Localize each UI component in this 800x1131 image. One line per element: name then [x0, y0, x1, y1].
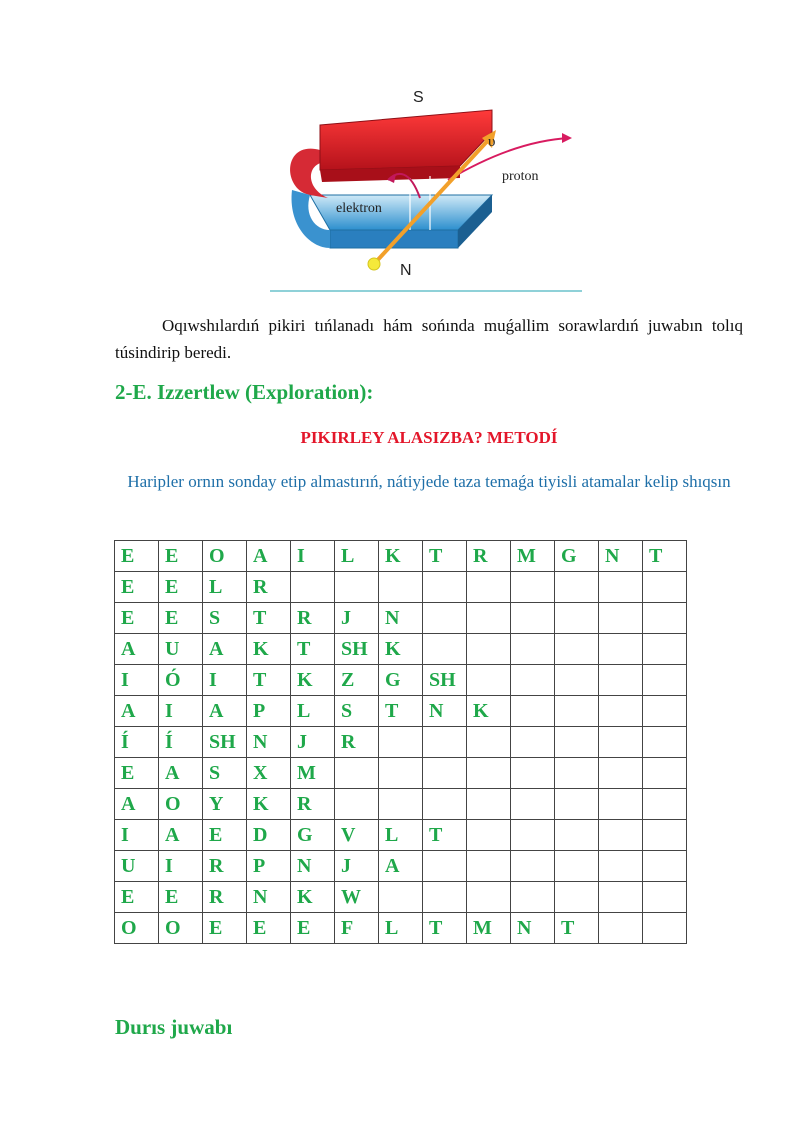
grid-cell — [467, 634, 511, 665]
grid-row — [115, 758, 687, 789]
grid-cell: J — [335, 851, 379, 882]
grid-row — [115, 820, 687, 851]
grid-cell: G — [555, 541, 599, 572]
grid-cell: S — [203, 603, 247, 634]
grid-cell: I — [159, 851, 203, 882]
grid-cell — [379, 758, 423, 789]
grid-cell: L — [291, 696, 335, 727]
grid-cell: R — [291, 789, 335, 820]
grid-cell — [467, 758, 511, 789]
grid-cell — [555, 727, 599, 758]
grid-cell — [599, 913, 643, 944]
grid-cell: G — [291, 820, 335, 851]
grid-cell: T — [379, 696, 423, 727]
answer-heading: Durıs juwabı — [115, 1015, 233, 1039]
grid-cell — [599, 851, 643, 882]
grid-cell: N — [379, 603, 423, 634]
grid-cell — [379, 882, 423, 913]
section-heading: 2-E. Izzertlew (Exploration): — [115, 380, 374, 404]
label-s: S — [413, 89, 424, 106]
grid-cell: Y — [203, 789, 247, 820]
grid-cell — [643, 665, 687, 696]
grid-cell — [643, 851, 687, 882]
grid-cell: T — [423, 541, 467, 572]
grid-cell: K — [379, 634, 423, 665]
grid-cell: I — [203, 665, 247, 696]
grid-cell: O — [159, 913, 203, 944]
grid-row — [115, 882, 687, 913]
grid-cell: O — [203, 541, 247, 572]
grid-cell: Í — [159, 727, 203, 758]
grid-cell — [423, 882, 467, 913]
grid-cell — [555, 820, 599, 851]
grid-cell — [423, 603, 467, 634]
grid-cell — [555, 634, 599, 665]
grid-cell — [599, 634, 643, 665]
grid-cell: S — [203, 758, 247, 789]
grid-cell: K — [291, 665, 335, 696]
grid-cell — [467, 789, 511, 820]
grid-cell: Í — [115, 727, 159, 758]
grid-row — [115, 913, 687, 944]
grid-cell: P — [247, 851, 291, 882]
label-electron: elektron — [336, 201, 382, 216]
grid-cell: R — [203, 882, 247, 913]
grid-cell — [599, 696, 643, 727]
grid-row — [115, 634, 687, 665]
grid-cell: T — [247, 665, 291, 696]
label-proton: proton — [502, 169, 539, 184]
grid-cell — [511, 727, 555, 758]
grid-cell — [335, 789, 379, 820]
grid-cell: E — [159, 882, 203, 913]
grid-cell — [511, 603, 555, 634]
grid-row — [115, 603, 687, 634]
grid-cell: X — [247, 758, 291, 789]
grid-cell — [423, 572, 467, 603]
grid-cell — [511, 696, 555, 727]
grid-cell: I — [115, 665, 159, 696]
grid-cell: A — [247, 541, 291, 572]
grid-cell — [467, 820, 511, 851]
grid-cell: R — [203, 851, 247, 882]
grid-cell: A — [159, 758, 203, 789]
grid-cell: K — [379, 541, 423, 572]
grid-cell — [511, 665, 555, 696]
grid-cell — [599, 665, 643, 696]
grid-cell — [599, 572, 643, 603]
grid-cell: O — [159, 789, 203, 820]
grid-cell: U — [159, 634, 203, 665]
grid-cell — [335, 572, 379, 603]
grid-cell: R — [247, 572, 291, 603]
grid-cell — [511, 789, 555, 820]
grid-cell — [555, 851, 599, 882]
grid-cell — [599, 789, 643, 820]
grid-cell — [555, 572, 599, 603]
grid-row — [115, 727, 687, 758]
grid-cell: W — [335, 882, 379, 913]
grid-cell: K — [291, 882, 335, 913]
grid-cell: N — [247, 882, 291, 913]
grid-cell: J — [335, 603, 379, 634]
magnet-diagram — [270, 70, 590, 295]
grid-cell — [423, 727, 467, 758]
grid-cell: I — [115, 820, 159, 851]
grid-cell — [511, 572, 555, 603]
grid-row — [115, 572, 687, 603]
grid-cell: N — [423, 696, 467, 727]
grid-cell: K — [467, 696, 511, 727]
grid-cell: A — [115, 634, 159, 665]
grid-cell: E — [291, 913, 335, 944]
grid-row — [115, 665, 687, 696]
grid-cell — [291, 572, 335, 603]
grid-cell — [555, 789, 599, 820]
instruction-text: Haripler ornın sonday etip almastırıń, nátiyjede taza temaǵa tiyisli atamalar kelip shıqsın — [127, 472, 731, 491]
grid-cell: F — [335, 913, 379, 944]
grid-cell: Ó — [159, 665, 203, 696]
grid-cell: A — [159, 820, 203, 851]
grid-cell — [643, 913, 687, 944]
grid-cell: A — [203, 696, 247, 727]
grid-cell — [467, 727, 511, 758]
grid-row — [115, 851, 687, 882]
grid-cell: U — [115, 851, 159, 882]
grid-cell: E — [203, 820, 247, 851]
grid-cell — [643, 789, 687, 820]
grid-cell: V — [335, 820, 379, 851]
grid-cell — [643, 758, 687, 789]
grid-cell — [555, 882, 599, 913]
grid-cell: I — [291, 541, 335, 572]
method-title: PIKIRLEY ALASIZBA? METODÍ — [300, 428, 558, 447]
grid-cell: Z — [335, 665, 379, 696]
grid-cell — [511, 882, 555, 913]
north-pole-edge — [330, 230, 458, 248]
grid-cell — [467, 851, 511, 882]
paragraph-text: Oqıwshılardıń pikiri tıńlanadı hám sońında muǵallim sorawlardıń juwabın tolıq túsindirip beredi. — [115, 316, 743, 362]
grid-cell — [643, 634, 687, 665]
grid-cell — [379, 572, 423, 603]
grid-cell: L — [379, 820, 423, 851]
grid-cell: K — [247, 634, 291, 665]
grid-cell — [643, 603, 687, 634]
grid-cell — [599, 820, 643, 851]
grid-cell: T — [247, 603, 291, 634]
grid-cell: E — [247, 913, 291, 944]
grid-cell — [335, 758, 379, 789]
grid-cell: N — [599, 541, 643, 572]
label-velocity: υ — [488, 134, 496, 150]
grid-cell: E — [159, 603, 203, 634]
grid-cell: D — [247, 820, 291, 851]
grid-cell — [555, 696, 599, 727]
grid-cell: T — [423, 820, 467, 851]
grid-cell — [599, 882, 643, 913]
grid-cell: N — [511, 913, 555, 944]
grid-cell: T — [555, 913, 599, 944]
label-n: N — [400, 262, 412, 279]
grid-cell: SH — [203, 727, 247, 758]
grid-cell — [643, 882, 687, 913]
grid-cell: L — [203, 572, 247, 603]
grid-cell — [599, 758, 643, 789]
grid-cell: O — [115, 913, 159, 944]
grid-cell — [599, 603, 643, 634]
grid-cell — [511, 634, 555, 665]
grid-cell: L — [335, 541, 379, 572]
grid-cell — [467, 572, 511, 603]
grid-cell — [423, 851, 467, 882]
grid-cell — [511, 820, 555, 851]
grid-cell: M — [467, 913, 511, 944]
grid-cell — [643, 696, 687, 727]
grid-cell: K — [247, 789, 291, 820]
paragraph — [115, 312, 743, 366]
grid-cell — [511, 851, 555, 882]
grid-cell: A — [379, 851, 423, 882]
grid-cell: E — [115, 758, 159, 789]
magnet-figure — [270, 70, 590, 295]
grid-cell — [467, 603, 511, 634]
grid-row — [115, 541, 687, 572]
grid-cell — [555, 603, 599, 634]
grid-cell: E — [203, 913, 247, 944]
grid-cell: M — [291, 758, 335, 789]
grid-cell — [423, 758, 467, 789]
particle-dot — [368, 258, 380, 270]
grid-cell: L — [379, 913, 423, 944]
grid-cell: N — [291, 851, 335, 882]
letter-grid — [114, 540, 687, 944]
grid-cell: N — [247, 727, 291, 758]
grid-cell: E — [159, 572, 203, 603]
grid-cell — [511, 758, 555, 789]
grid-cell — [555, 665, 599, 696]
grid-row — [115, 696, 687, 727]
grid-cell: E — [159, 541, 203, 572]
grid-cell: E — [115, 541, 159, 572]
grid-cell — [423, 789, 467, 820]
grid-cell: P — [247, 696, 291, 727]
grid-cell: E — [115, 603, 159, 634]
grid-cell — [643, 820, 687, 851]
grid-cell: R — [335, 727, 379, 758]
grid-cell: T — [643, 541, 687, 572]
grid-cell: R — [291, 603, 335, 634]
grid-cell: T — [291, 634, 335, 665]
grid-cell — [599, 727, 643, 758]
grid-cell — [467, 882, 511, 913]
grid-cell — [643, 572, 687, 603]
grid-cell — [555, 758, 599, 789]
grid-cell — [423, 634, 467, 665]
grid-cell: SH — [335, 634, 379, 665]
grid-cell: A — [115, 789, 159, 820]
grid-cell — [379, 789, 423, 820]
grid-row — [115, 789, 687, 820]
grid-cell: A — [203, 634, 247, 665]
grid-cell: A — [115, 696, 159, 727]
grid-cell: J — [291, 727, 335, 758]
grid-cell — [467, 665, 511, 696]
grid-cell — [379, 727, 423, 758]
south-pole-plate — [320, 110, 492, 170]
grid-cell: T — [423, 913, 467, 944]
grid-cell: SH — [423, 665, 467, 696]
grid-cell: R — [467, 541, 511, 572]
grid-cell: I — [159, 696, 203, 727]
grid-cell: E — [115, 572, 159, 603]
grid-cell: E — [115, 882, 159, 913]
letter-grid-body — [115, 541, 687, 944]
grid-cell: G — [379, 665, 423, 696]
grid-cell: M — [511, 541, 555, 572]
grid-cell — [643, 727, 687, 758]
proton-arrowhead — [562, 133, 572, 143]
grid-cell: S — [335, 696, 379, 727]
